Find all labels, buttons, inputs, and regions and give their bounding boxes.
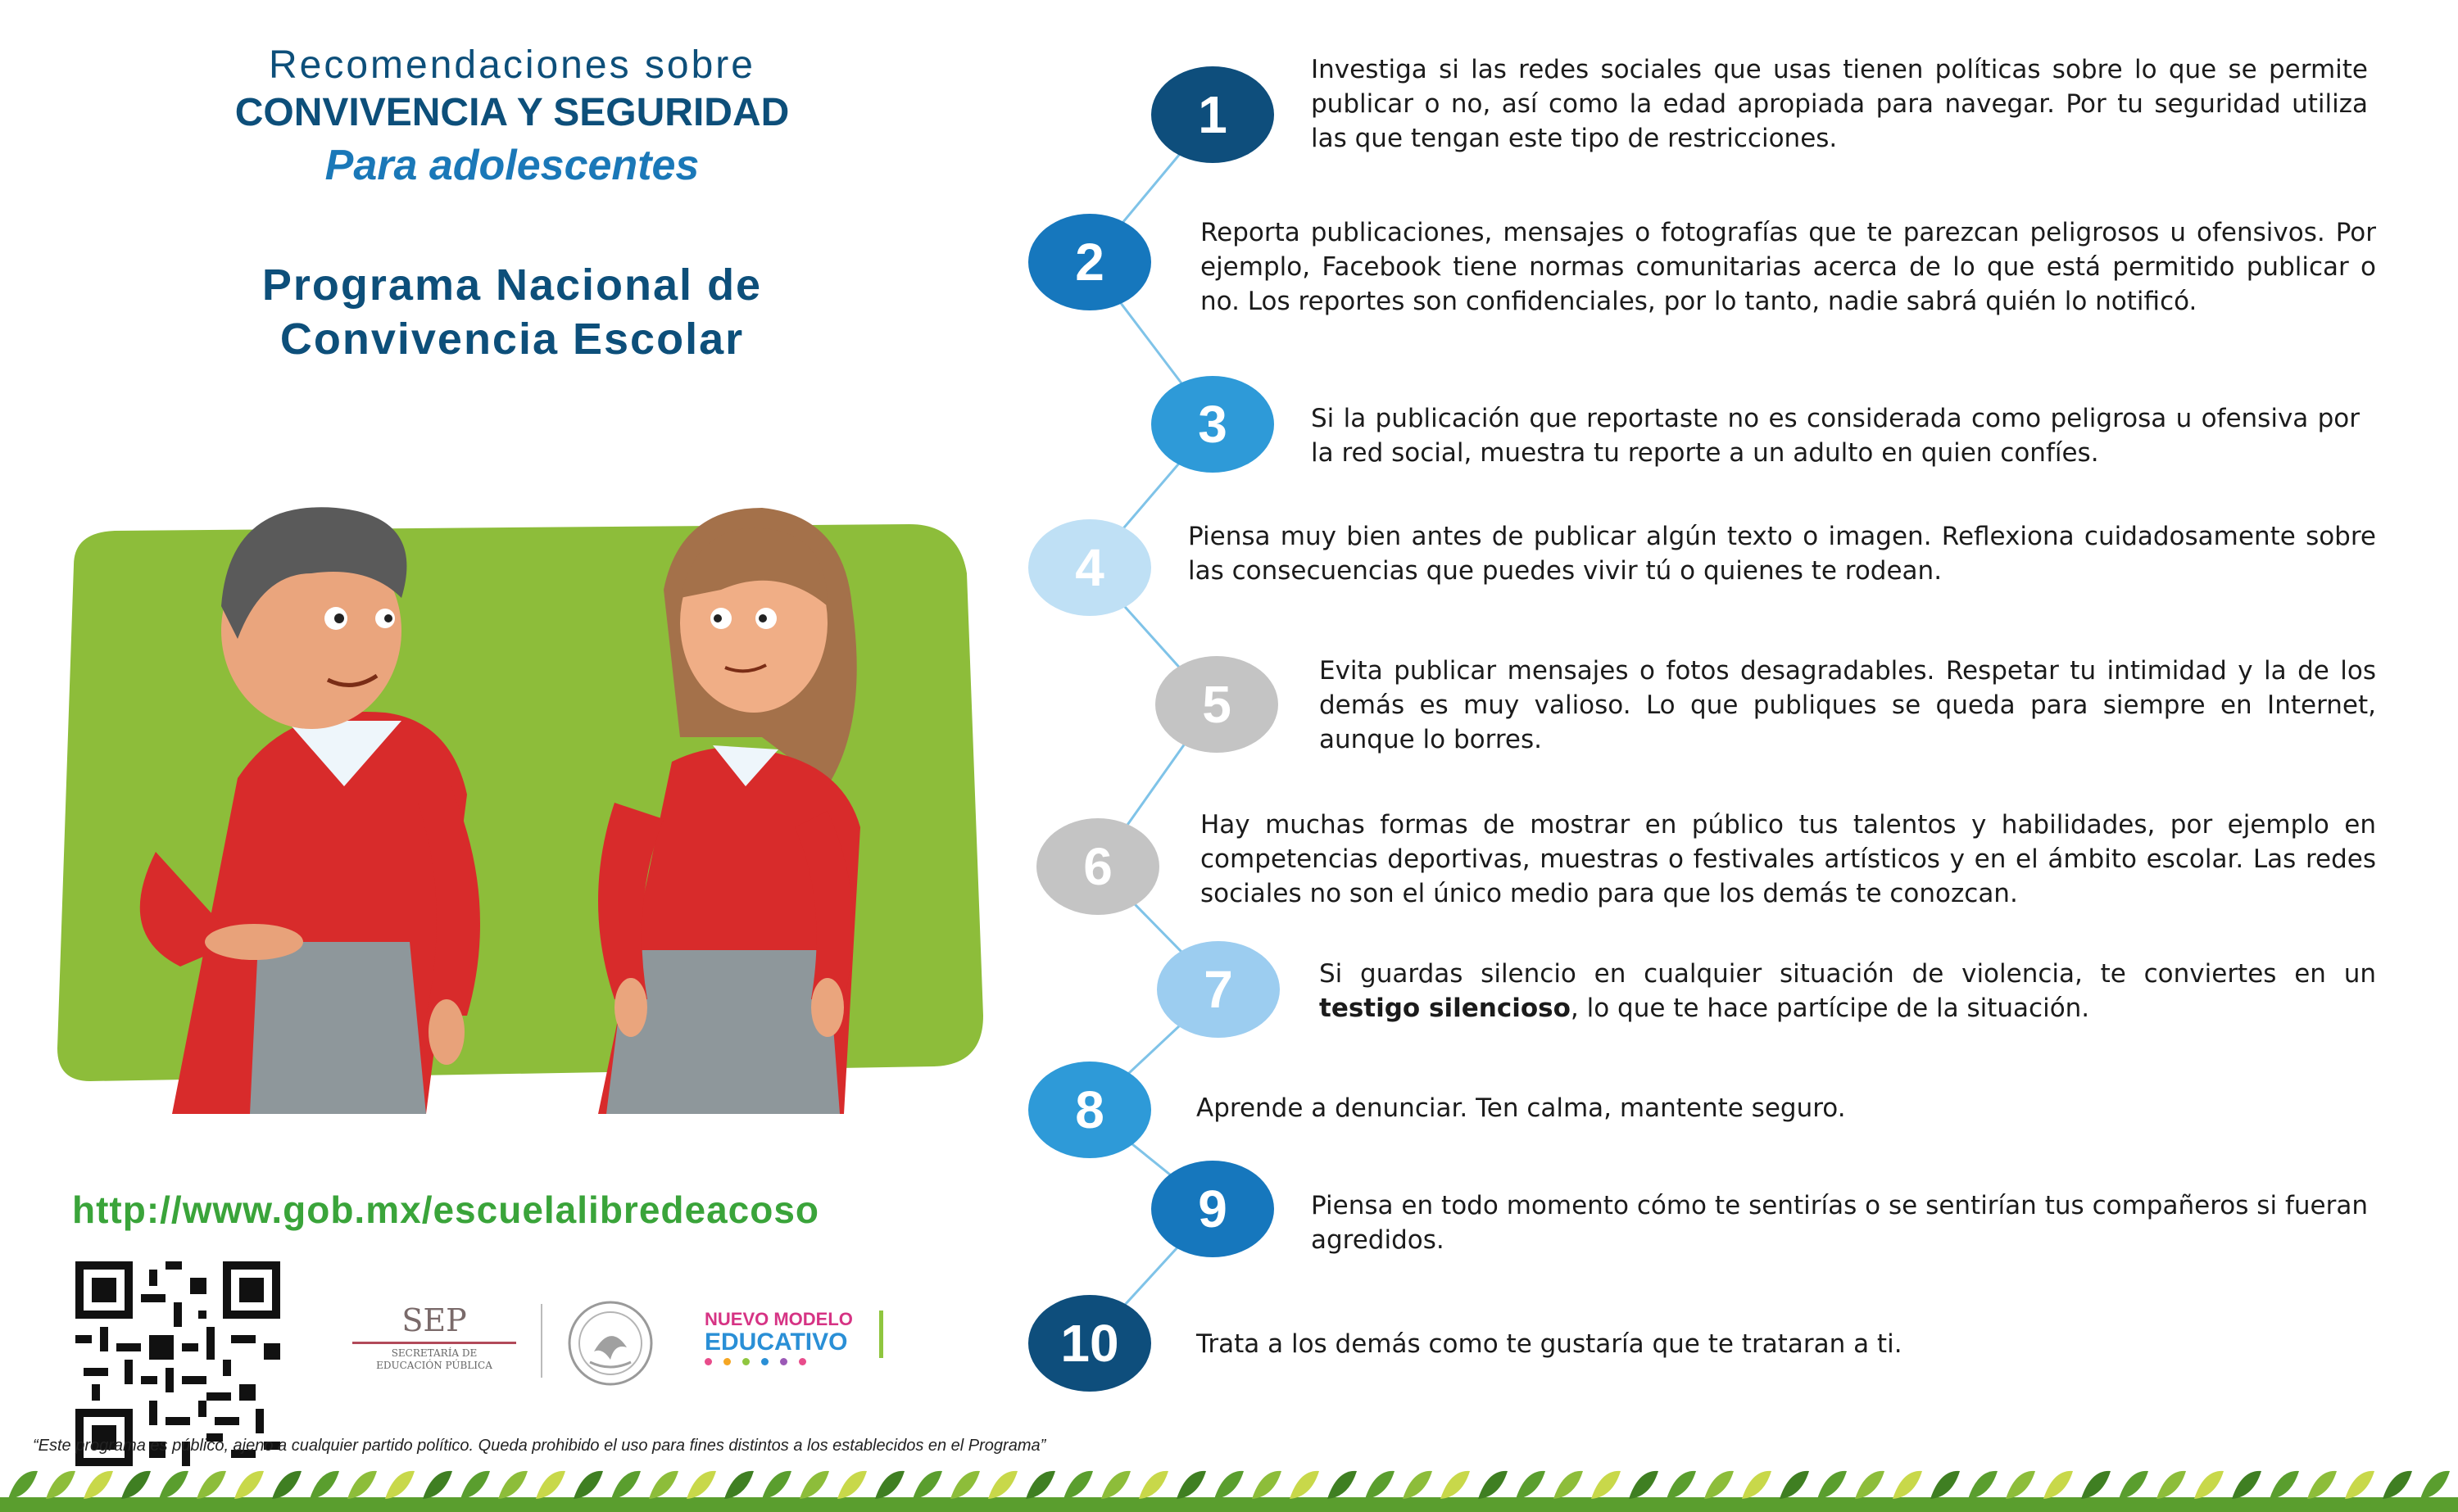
sep-logo-line1: SECRETARÍA DE xyxy=(391,1347,478,1359)
step-7-text xyxy=(1319,957,2376,1025)
sep-logo-word: SEP xyxy=(401,1302,467,1338)
national-seal-icon xyxy=(565,1298,655,1388)
step-2-circle xyxy=(1028,214,1151,310)
nme-logo-dots xyxy=(705,1358,885,1365)
step-2-number: 2 xyxy=(1075,233,1104,292)
step-7-circle xyxy=(1157,941,1280,1038)
step-1-text: Investiga si las redes sociales que usas tienen políticas sobre lo que se permite publicar o no, así como la edad apropiada para navegar. Por tu seguridad utiliza las que tengan este tipo de restricciones. xyxy=(1311,55,2368,153)
step-5-text: Evita publicar mensajes o fotos desagradables. Respetar tu intimidad y la de los demás es muy valioso. Lo que publiques se queda para siempre en Internet, aunque lo borres. xyxy=(1319,656,2376,754)
sep-logo-line xyxy=(352,1342,516,1344)
step-7-number: 7 xyxy=(1204,960,1233,1019)
sep-logo xyxy=(344,1302,524,1392)
website-link[interactable]: http://www.gob.mx/escuelalibredeacoso xyxy=(72,1188,820,1231)
step-7-text-before: Si guardas silencio en cualquier situación de violencia, te conviertes en un xyxy=(1319,959,2376,989)
nme-logo-bar xyxy=(879,1311,883,1358)
step-10-number: 10 xyxy=(1060,1314,1119,1373)
students-illustration xyxy=(41,442,991,1114)
step-5-number: 5 xyxy=(1202,675,1231,734)
sep-logo-line2: EDUCACIÓN PÚBLICA xyxy=(376,1360,492,1371)
step-6-number: 6 xyxy=(1083,837,1113,896)
step-6-text: Hay muchas formas de mostrar en público tus talentos y habilidades, por ejemplo en competencias deportivas, muestras o festivales artísticos y en el ámbito escolar. Las redes sociales no son el único medio para que los demás te conozcan. xyxy=(1200,810,2376,908)
step-4-number: 4 xyxy=(1075,538,1104,597)
qr-code xyxy=(75,1261,280,1466)
step-4-circle xyxy=(1028,519,1151,616)
header-subtitle: Para adolescentes xyxy=(324,142,700,189)
step-9-text: Piensa en todo momento cómo te sentirías o se sentirían tus compañeros si fueran agredidos. xyxy=(1311,1191,2368,1255)
nme-logo-line1: NUEVO MODELO xyxy=(705,1309,853,1329)
program-title-line2: Convivencia Escolar xyxy=(279,315,745,364)
header-main-title: CONVIVENCIA Y SEGURIDAD xyxy=(234,91,790,134)
step-8-circle xyxy=(1028,1062,1151,1158)
step-3-circle xyxy=(1151,376,1274,473)
nuevo-modelo-educativo-logo xyxy=(705,1309,885,1374)
program-title xyxy=(49,258,975,366)
step-2-text: Reporta publicaciones, mensajes o fotografías que te parezcan peligrosos u ofensivos. Por ejemplo, Facebook tiene normas comunitarias acerca de lo que está permitido publicar o no. Los reportes son confidenciales, por lo tanto, nadie sabrá quién lo notificó. xyxy=(1200,218,2376,316)
step-6-circle xyxy=(1036,818,1159,915)
nme-logo-line2: EDUCATIVO xyxy=(705,1329,848,1356)
disclaimer: “Este programa es público, ajeno a cualquier partido político. Queda prohibido el uso para fines distintos a los establecidos en el Programa” xyxy=(33,1437,1046,1455)
step-1-number: 1 xyxy=(1198,85,1227,144)
step-10-text: Trata a los demás como te gustaría que te trataran a ti. xyxy=(1196,1329,1902,1359)
step-8-text: Aprende a denunciar. Ten calma, mantente seguro. xyxy=(1196,1093,1846,1123)
step-9-circle xyxy=(1151,1161,1274,1257)
header-intro: Recomendaciones sobre xyxy=(269,43,755,87)
step-1-circle xyxy=(1151,66,1274,163)
step-7-text-after: , lo que te hace partícipe de la situación. xyxy=(1570,994,2090,1023)
step-8-number: 8 xyxy=(1075,1080,1104,1139)
step-7-text-bold: testigo silencioso xyxy=(1319,994,1571,1023)
logo-divider xyxy=(541,1304,542,1378)
program-title-line1: Programa Nacional de xyxy=(261,260,763,310)
footer-leaf-band xyxy=(0,1466,2458,1512)
step-3-text: Si la publicación que reportaste no es considerada como peligrosa u ofensiva por la red social, muestra tu reporte a un adulto en quien confíes. xyxy=(1311,404,2360,468)
step-10-circle xyxy=(1028,1295,1151,1392)
step-5-circle xyxy=(1155,656,1278,753)
step-9-number: 9 xyxy=(1198,1179,1227,1238)
step-3-number: 3 xyxy=(1198,395,1227,454)
step-4-text: Piensa muy bien antes de publicar algún texto o imagen. Reflexiona cuidadosamente sobre las consecuencias que puedes vivir tú o quienes te rodean. xyxy=(1188,522,2376,586)
